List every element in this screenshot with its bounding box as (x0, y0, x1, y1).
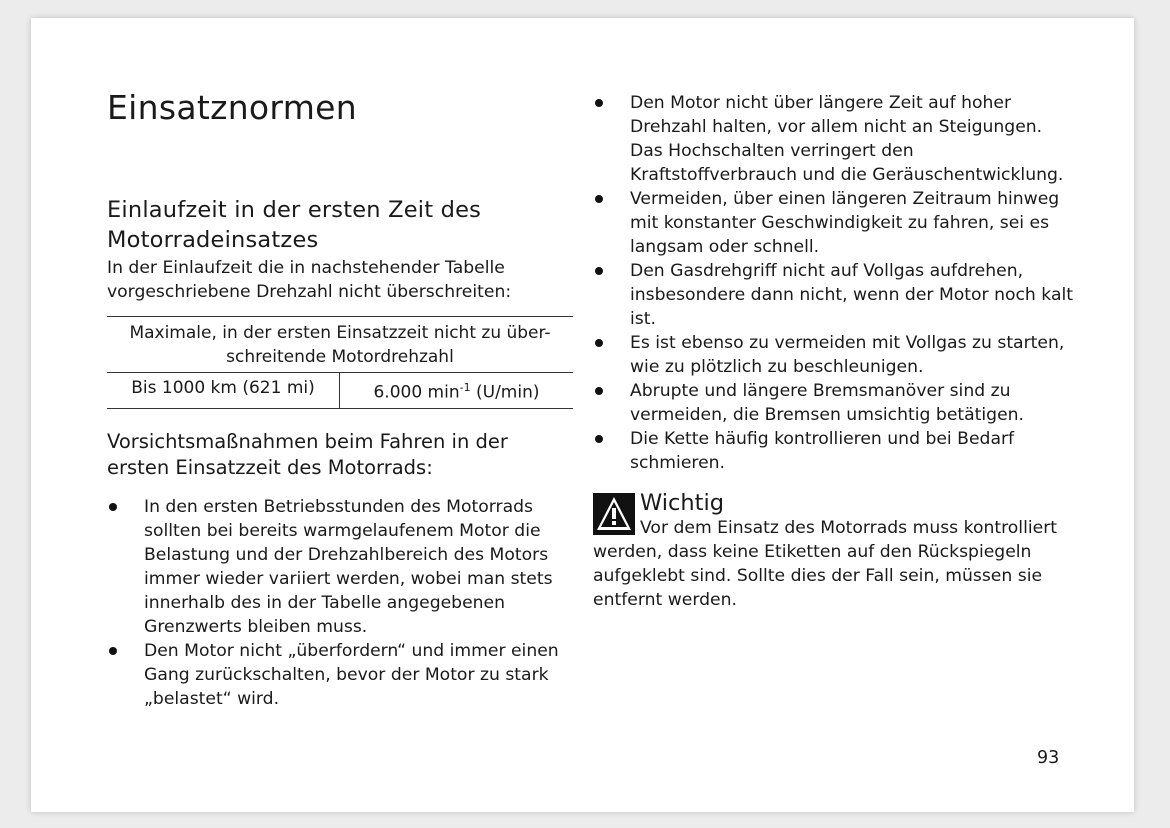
list-item (593, 331, 1073, 379)
page-title: Einsatznormen (107, 88, 357, 127)
manual-page (31, 18, 1134, 812)
list-item-text: Abrupte und längere Bremsmanöver sind zu vermeiden, die Bremsen umsichtig betätigen. (630, 381, 1025, 425)
bullet-icon (109, 647, 117, 655)
warning-triangle-icon (593, 493, 635, 535)
table-header: Maximale, in der ersten Einsatzzeit nicht zu über-schreitende Motordrehzahl (107, 317, 573, 373)
list-item-text: Den Gasdrehgriff nicht auf Vollgas aufdrehen, insbesondere dann nicht, wenn der Motor noch kalt ist. (630, 261, 1073, 329)
rpm-limit-table (107, 316, 573, 409)
list-item (593, 259, 1073, 331)
bullet-icon (595, 99, 603, 107)
bullet-icon (595, 387, 603, 395)
list-item (593, 187, 1073, 259)
left-bullet-list (107, 495, 573, 711)
bullet-icon (595, 195, 603, 203)
left-column (107, 88, 573, 711)
right-column (593, 91, 1073, 612)
table-cell-distance: Bis 1000 km (621 mi) (107, 373, 340, 409)
list-item-text: Vermeiden, über einen längeren Zeitraum hinweg mit konstanter Geschwindigkeit zu fahren, sei es langsam oder schnell. (630, 189, 1060, 257)
warning-text: Vor dem Einsatz des Motorrads muss kontrolliert werden, dass keine Etiketten auf den Rückspiegeln aufgeklebt sind. Sollte dies der Fall sein, müssen sie entfernt werden. (593, 518, 1057, 610)
precaution-heading: Vorsichtsmaßnahmen beim Fahren in der ersten Einsatzzeit des Motorrads: (107, 429, 508, 479)
list-item (593, 91, 1073, 187)
list-item-text: Den Motor nicht „überfordern“ und immer einen Gang zurückschalten, bevor der Motor zu stark „belastet“ wird. (144, 640, 559, 709)
section-subtitle: Einlaufzeit in der ersten Zeit des Motorradeinsatzes (107, 197, 482, 253)
warning-box (593, 490, 1073, 612)
table-cell-rpm (340, 373, 574, 409)
page-number: 93 (1037, 748, 1060, 768)
list-item (593, 427, 1073, 475)
rpm-unit: (U/min) (470, 382, 540, 403)
list-item (107, 639, 573, 711)
bullet-icon (595, 339, 603, 347)
list-item (107, 495, 573, 639)
section-intro: In der Einlaufzeit die in nachstehender Tabelle vorgeschriebene Drehzahl nicht überschreiten: (107, 258, 512, 302)
list-item-text: In den ersten Betriebsstunden des Motorrads sollten bei bereits warmgelaufenem Motor die Belastung und der Drehzahlbereich des Motors immer wieder variiert werden, wobei man stets innerhalb des in der Tabelle angegebenen Grenzwerts bleiben muss. (144, 496, 553, 637)
rpm-value: 6.000 min (373, 382, 460, 403)
list-item-text: Den Motor nicht über längere Zeit auf hoher Drehzahl halten, vor allem nicht an Steigungen. Das Hochschalten verringert den Kraftstoffverbrauch und die Geräuschentwicklung. (630, 93, 1064, 185)
rpm-exponent: -1 (459, 381, 471, 394)
warning-heading: Wichtig (640, 490, 724, 516)
bullet-icon (595, 435, 603, 443)
list-item-text: Es ist ebenso zu vermeiden mit Vollgas zu starten, wie zu plötzlich zu beschleunigen. (630, 333, 1065, 377)
list-item-text: Die Kette häufig kontrollieren und bei Bedarf schmieren. (630, 429, 1015, 473)
bullet-icon (109, 503, 117, 511)
bullet-icon (595, 267, 603, 275)
right-bullet-list (593, 91, 1073, 475)
list-item (593, 379, 1073, 427)
